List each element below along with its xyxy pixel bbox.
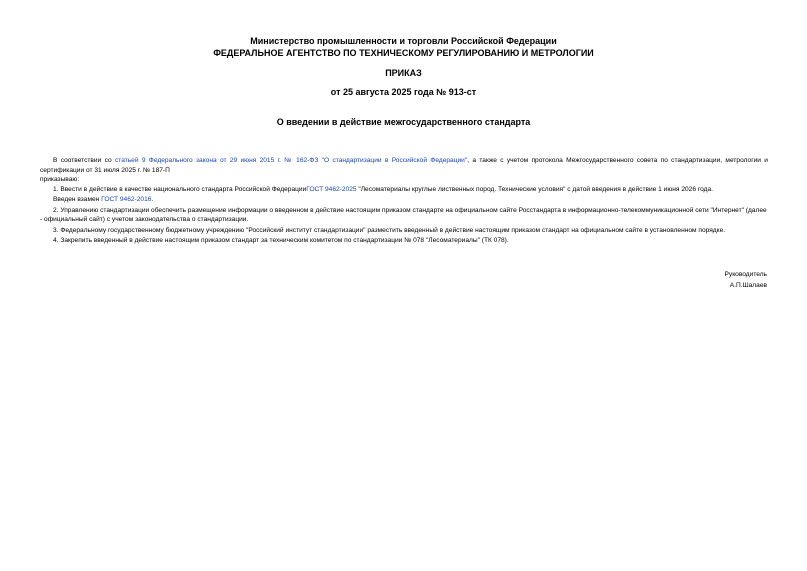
signature-position: Руководитель [724,271,767,278]
document-title: О введении в действие межгосударственного стандарта [276,117,531,127]
item-2: 2. Управлению стандартизации обеспечить размещение информации о введенном в действие настоящим приказом стандарте на официальном сайте Росстандарта в информационно-телекоммуникационной сети "Интернет" (далее - официальный сайт) с учетом законодательства о стандартизации. [40,206,767,223]
replaced-text: Введен взамен [53,196,102,203]
preamble-text: В соответствии со [53,157,115,164]
gost-2025-link[interactable]: ГОСТ 9462-2025 [306,185,357,193]
item-1 [40,185,768,195]
ministry-name: Министерство промышленности и торговли Российской Федерации [250,36,557,46]
gost-2016-link[interactable]: ГОСТ 9462-2016 [101,196,152,203]
replaced-note [40,195,768,205]
item-1-rest: "Лесоматериалы круглые лиственных пород. Технические условия" с датой введения в действие 1 июня 2026 года. [356,185,713,193]
preamble-paragraph [40,156,768,175]
signature-name: А.П.Шалаев [729,282,767,289]
replaced-end: . [151,196,154,203]
document-type: ПРИКАЗ [385,68,422,78]
document-body [40,156,768,246]
order-word: приказываю: [40,176,80,183]
law-link[interactable]: статьей 9 Федерального закона от 29 июня 2015 г. № 162-ФЗ "О стандартизации в Российской Федерации" [114,157,468,164]
item-4: 4. Закрепить введенный в действие настоящим приказом стандарт за техническим комитетом по стандартизации № 078 "Лесоматериалы" (ТК 078). [53,237,509,244]
document-date-number: от 25 августа 2025 года № 913-ст [330,87,477,97]
item-3: 3. Федеральному государственному бюджетному учреждению "Российский институт стандартизации" разместить введенный в действие настоящим приказом стандарт на официальном сайте в установленном порядке. [53,226,726,234]
preamble-text-cont: , а также с учетом протокола Межгосударственного совета по стандартизации, метрологии и сертификации от 31 июля 2025 г. № 187-П [40,157,768,174]
agency-name: ФЕДЕРАЛЬНОЕ АГЕНТСТВО ПО ТЕХНИЧЕСКОМУ РЕГУЛИРОВАНИЮ И МЕТРОЛОГИИ [213,48,594,58]
item-1-text: 1. Ввести в действие в качестве национального стандарта Российской Федерации [53,185,307,193]
